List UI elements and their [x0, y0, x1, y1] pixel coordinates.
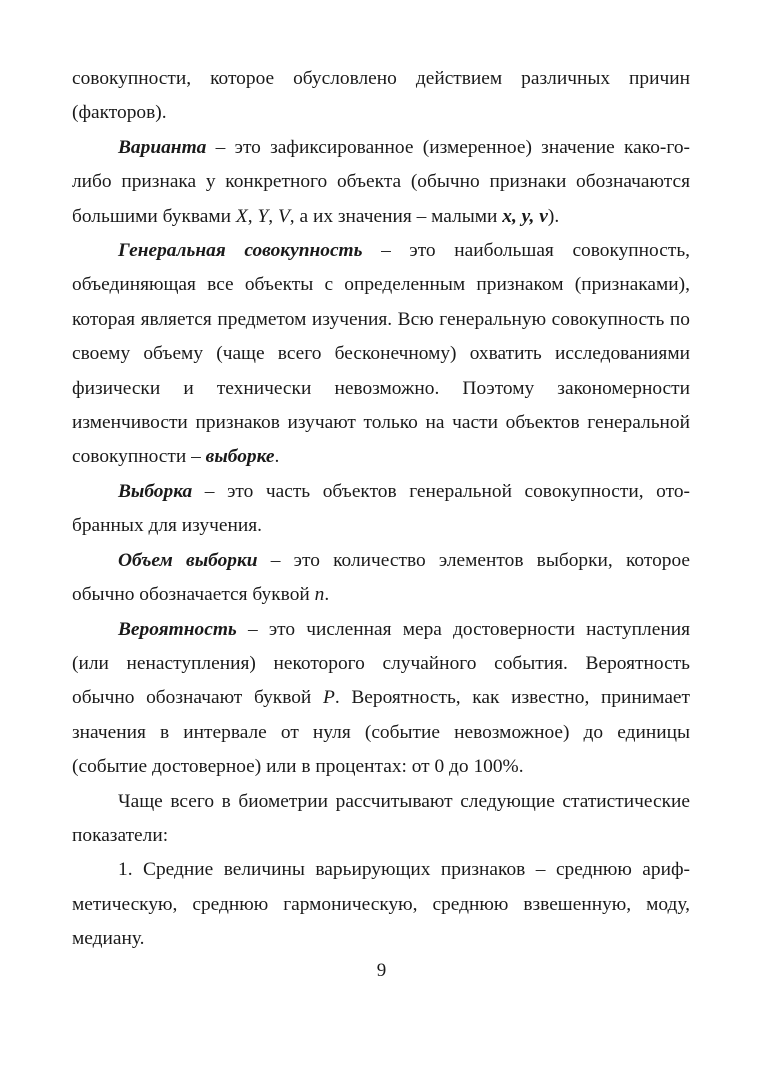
- variant-definition-c: ).: [547, 205, 560, 227]
- term-variant: Варианта: [118, 136, 207, 158]
- separator-1: ,: [247, 205, 258, 227]
- paragraph-list-item-1: [72, 853, 690, 956]
- general-population-definition: – это наибольшая совокупность, объединяющая все объекты с определенным признаком (признаками), которая является предметом изучения. Всю генеральную совокупность по своему объему (чаще всего бесконечному) охватить исследованиями физически и технически невозможно. Поэтому закономерности изменчивости признаков изучают только на части объектов генеральной совокупности –: [72, 240, 691, 468]
- paragraph-1: [72, 62, 690, 131]
- term-sample-inline: выборке: [205, 446, 275, 468]
- term-sample-size: Объем выборки: [118, 549, 258, 571]
- variable-n: n: [314, 584, 325, 606]
- variable-V: V: [277, 205, 290, 227]
- term-probability: Вероятность: [118, 618, 237, 640]
- separator-2: ,: [268, 205, 278, 227]
- variant-definition-a: – это зафиксированное (измеренное) значение како-го-либо признака у конкретного объекта (обычно признаки обозначаются большими буквами: [72, 136, 690, 227]
- sample-definition: – это часть объектов генеральной совокупности, отобранных для изучения.: [72, 480, 690, 537]
- list-item-1-text: 1. Средние величины варьирующих признаков – среднюю арифметическую, среднюю гармоническую, среднюю взвешенную, моду, медиану.: [72, 859, 690, 950]
- page-body: [72, 62, 690, 957]
- general-population-end: .: [274, 446, 280, 468]
- probability-definition-a: – это численная мера достоверности наступления (или ненаступления) некоторого случайного события. Вероятность обычно обозначают буквой: [72, 618, 690, 709]
- variable-X: X: [235, 205, 248, 227]
- paragraph-general-population: [72, 234, 690, 475]
- sample-size-end: .: [324, 584, 330, 606]
- paragraph-indicators: [72, 785, 690, 854]
- indicators-intro: Чаще всего в биометрии рассчитывают следующие статистические показатели:: [72, 790, 690, 846]
- paragraph-variant: [72, 131, 690, 234]
- sample-size-definition: – это количество элементов выборки, которое обычно обозначается буквой: [72, 549, 690, 606]
- paragraph-probability: [72, 613, 690, 785]
- variables-small: x, y, v: [502, 205, 548, 227]
- page-number: 9: [376, 960, 387, 981]
- paragraph-sample: [72, 475, 690, 544]
- variable-Y: Y: [257, 205, 269, 227]
- variable-P: P: [322, 687, 335, 709]
- term-sample: Выборка: [118, 480, 193, 502]
- term-general-population: Генеральная совокупность: [118, 240, 363, 262]
- probability-definition-b: . Вероятность, как известно, принимает значения в интервале от нуля (событие невозможное) до единицы (событие достоверное) или в процентах: от 0 до 100%.: [72, 687, 691, 778]
- paragraph-1-text: совокупности, которое обусловлено действием различных причин (факторов).: [72, 68, 690, 124]
- variant-definition-b: , а их значения – малыми: [289, 205, 503, 227]
- paragraph-sample-size: [72, 544, 690, 613]
